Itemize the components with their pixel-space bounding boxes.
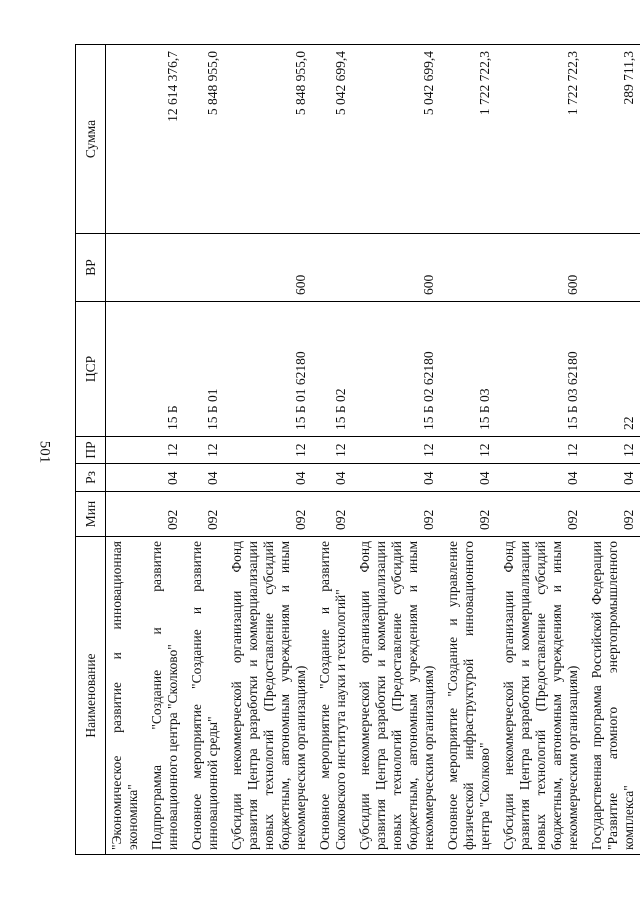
row-csr: 15 Б 03 bbox=[442, 302, 498, 437]
row-sum: 5 848 955,0 bbox=[226, 45, 314, 234]
table-header-row bbox=[76, 45, 106, 855]
row-name: Субсидии некоммерческой организации Фонд развития Центра разработки и коммерциализации новых технологий (Предоставление субсидий бюджетным, автономным учреждениям и иным некоммерческим организациям) bbox=[354, 537, 442, 855]
row-csr bbox=[106, 302, 147, 437]
header-pr: ПР bbox=[76, 437, 106, 464]
row-min: 092 bbox=[314, 492, 354, 537]
row-csr: 15 Б 03 62180 bbox=[498, 302, 586, 437]
row-name: Субсидии некоммерческой организации Фонд развития Центра разработки и коммерциализации новых технологий (Предоставление субсидий бюджетным, автономным учреждениям и иным некоммерческим организациям) bbox=[226, 537, 314, 855]
header-min: Мин bbox=[76, 492, 106, 537]
row-min: 092 bbox=[226, 492, 314, 537]
row-vr bbox=[442, 234, 498, 302]
table-row bbox=[498, 45, 586, 855]
page-number: 501 bbox=[36, 440, 53, 464]
row-min: 092 bbox=[146, 492, 186, 537]
row-rz bbox=[106, 464, 147, 492]
row-sum: 1 722 722,3 bbox=[442, 45, 498, 234]
row-csr: 15 Б bbox=[146, 302, 186, 437]
row-min: 092 bbox=[586, 492, 640, 537]
row-min bbox=[106, 492, 147, 537]
row-pr: 12 bbox=[226, 437, 314, 464]
row-sum: 12 614 376,7 bbox=[146, 45, 186, 234]
row-vr bbox=[186, 234, 226, 302]
row-name: Основное мероприятие "Создание и развитие инновационной среды" bbox=[186, 537, 226, 855]
row-name: Подпрограмма "Создание и развитие инновационного центра "Сколково" bbox=[146, 537, 186, 855]
row-vr bbox=[314, 234, 354, 302]
row-rz: 04 bbox=[186, 464, 226, 492]
row-min: 092 bbox=[186, 492, 226, 537]
row-rz: 04 bbox=[442, 464, 498, 492]
row-sum: 289 711,3 bbox=[586, 45, 640, 234]
row-sum: 5 042 699,4 bbox=[354, 45, 442, 234]
row-pr: 12 bbox=[354, 437, 442, 464]
row-vr bbox=[586, 234, 640, 302]
header-vr: ВР bbox=[76, 234, 106, 302]
header-csr: ЦСР bbox=[76, 302, 106, 437]
row-csr: 15 Б 01 62180 bbox=[226, 302, 314, 437]
header-name: Наименование bbox=[76, 537, 106, 855]
row-rz: 04 bbox=[146, 464, 186, 492]
row-pr: 12 bbox=[146, 437, 186, 464]
row-min: 092 bbox=[498, 492, 586, 537]
row-rz: 04 bbox=[314, 464, 354, 492]
row-name: Основное мероприятие "Создание и развитие Сколковского института науки и технологий" bbox=[314, 537, 354, 855]
row-csr: 15 Б 01 bbox=[186, 302, 226, 437]
table-row bbox=[226, 45, 314, 855]
budget-table bbox=[75, 44, 640, 855]
table-row bbox=[146, 45, 186, 855]
row-pr: 12 bbox=[186, 437, 226, 464]
row-csr: 15 Б 02 62180 bbox=[354, 302, 442, 437]
row-min: 092 bbox=[354, 492, 442, 537]
row-vr bbox=[146, 234, 186, 302]
row-rz: 04 bbox=[354, 464, 442, 492]
row-sum bbox=[106, 45, 147, 234]
row-vr: 600 bbox=[498, 234, 586, 302]
row-name: Государственная программа Российской Федерации "Развитие атомного энергопромышленного комплекса" bbox=[586, 537, 640, 855]
row-name: "Экономическое развитие и инновационная экономика" bbox=[106, 537, 147, 855]
row-sum: 1 722 722,3 bbox=[498, 45, 586, 234]
row-vr: 600 bbox=[226, 234, 314, 302]
row-rz: 04 bbox=[586, 464, 640, 492]
row-csr: 15 Б 02 bbox=[314, 302, 354, 437]
row-vr bbox=[106, 234, 147, 302]
header-sum: Сумма bbox=[76, 45, 106, 234]
row-sum: 5 042 699,4 bbox=[314, 45, 354, 234]
row-sum: 5 848 955,0 bbox=[186, 45, 226, 234]
budget-table-page bbox=[75, 45, 636, 855]
table-row bbox=[314, 45, 354, 855]
table-row bbox=[586, 45, 640, 855]
row-csr: 22 bbox=[586, 302, 640, 437]
row-vr: 600 bbox=[354, 234, 442, 302]
row-pr: 12 bbox=[314, 437, 354, 464]
table-row bbox=[106, 45, 147, 855]
row-name: Субсидии некоммерческой организации Фонд развития Центра разработки и коммерциализации новых технологий (Предоставление субсидий бюджетным, автономным учреждениям и иным некоммерческим организациям) bbox=[498, 537, 586, 855]
table-row bbox=[354, 45, 442, 855]
row-min: 092 bbox=[442, 492, 498, 537]
row-pr: 12 bbox=[586, 437, 640, 464]
row-rz: 04 bbox=[226, 464, 314, 492]
row-pr bbox=[106, 437, 147, 464]
row-name: Основное мероприятие "Создание и управление физической инфраструктурой инновационного центра "Сколково" bbox=[442, 537, 498, 855]
row-rz: 04 bbox=[498, 464, 586, 492]
table-row bbox=[442, 45, 498, 855]
table-row bbox=[186, 45, 226, 855]
row-pr: 12 bbox=[498, 437, 586, 464]
header-rz: Рз bbox=[76, 464, 106, 492]
row-pr: 12 bbox=[442, 437, 498, 464]
